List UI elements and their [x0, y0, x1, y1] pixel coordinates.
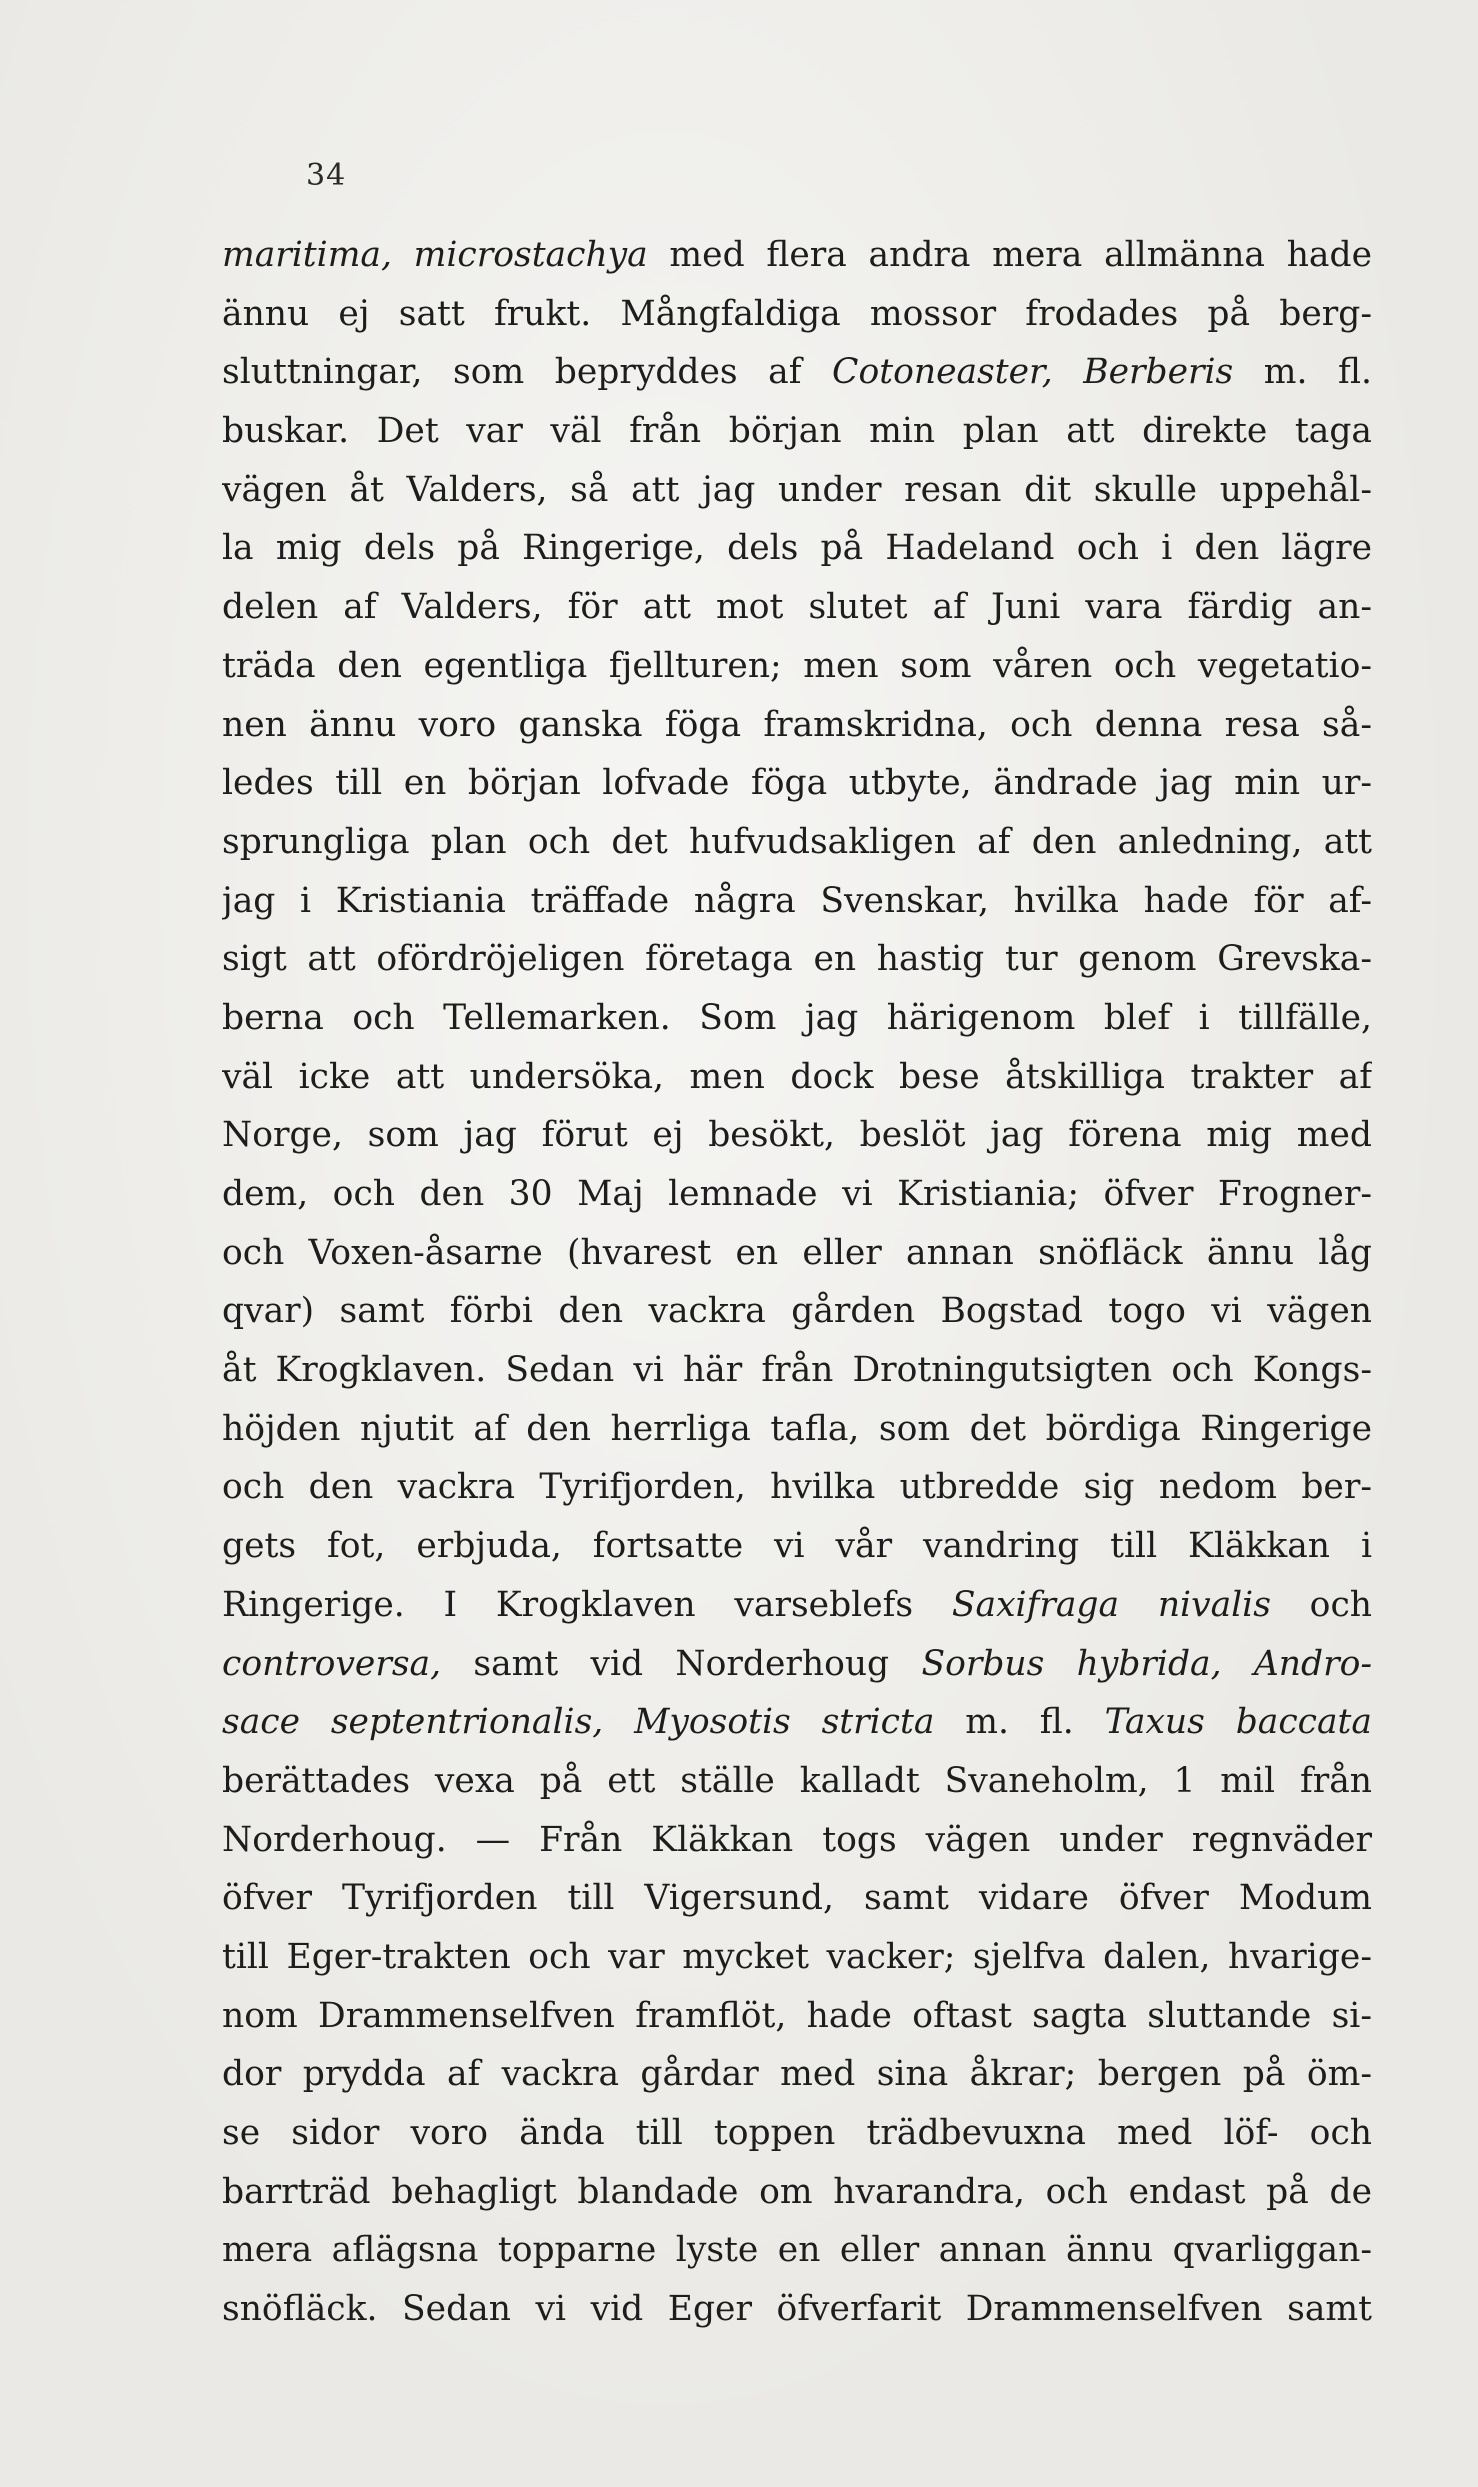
text-segment: sprungliga plan och det hufvudsakligen af den anledning, att: [222, 821, 1372, 862]
body-text: [222, 226, 1372, 2339]
text-segment: nen ännu voro ganska föga framskridna, och denna resa så-: [222, 704, 1372, 745]
text-line: [222, 1165, 1372, 1224]
text-line: [222, 754, 1372, 813]
text-segment: med flera andra mera allmänna hade: [647, 235, 1372, 275]
text-segment: sigt att ofördröjeligen företaga en hastig tur genom Grevska-: [222, 939, 1372, 980]
text-segment: höjden njutit af den herrliga tafla, som det bördiga Ringerige: [222, 1408, 1372, 1449]
text-line: [222, 1752, 1372, 1811]
text-segment: m. fl.: [1233, 352, 1372, 393]
text-line: [222, 343, 1372, 402]
text-line: [222, 1400, 1372, 1459]
text-segment: åt Krogklaven. Sedan vi här från Drotningutsigten och Kongs-: [222, 1350, 1372, 1391]
italic-text: Cotoneaster, Berberis: [832, 352, 1234, 393]
text-segment: till Eger-trakten och var mycket vacker; sjelfva dalen, hvarige-: [222, 1936, 1372, 1977]
text-line: [222, 1282, 1372, 1341]
text-line: [222, 2163, 1372, 2222]
text-segment: se sidor voro ända till toppen trädbevuxna med löf- och: [222, 2113, 1372, 2153]
text-segment: vägen åt Valders, så att jag under resan dit skulle uppehål-: [222, 469, 1372, 510]
text-segment: jag i Kristiania träffade några Svenskar, hvilka hade för af-: [222, 880, 1372, 921]
text-line: [222, 930, 1372, 989]
text-segment: väl icke att undersöka, men dock bese åtskilliga trakter af: [222, 1056, 1372, 1097]
text-line: [222, 285, 1372, 344]
text-segment: dem, och den 30 Maj lemnade vi Kristiania; öfver Frogner-: [222, 1174, 1372, 1214]
text-line: [222, 1869, 1372, 1928]
text-segment: samt vid Norderhoug: [441, 1643, 922, 1684]
text-line: [222, 226, 1372, 285]
text-segment: gets fot, erbjuda, fortsatte vi vår vandring till Kläkkan i: [222, 1526, 1372, 1567]
text-segment: snöfläck. Sedan vi vid Eger öfverfarit Drammenselfven samt: [222, 2289, 1372, 2330]
text-segment: dor prydda af vackra gårdar med sina åkrar; bergen på öm-: [222, 2054, 1372, 2095]
text-segment: Norge, som jag förut ej besökt, beslöt jag förena mig med: [222, 1115, 1372, 1156]
text-segment: nom Drammenselfven framflöt, hade oftast sagta sluttande si-: [222, 1995, 1372, 2036]
text-segment: ännu ej satt frukt. Mångfaldiga mossor frodades på berg-: [222, 293, 1372, 334]
text-segment: ledes till en början lofvade föga utbyte, ändrade jag min ur-: [222, 763, 1372, 804]
text-segment: berna och Tellemarken. Som jag härigenom blef i tillfälle,: [222, 997, 1372, 1038]
text-line: [222, 1458, 1372, 1517]
page-number: 34: [306, 158, 347, 193]
text-segment: träda den egentliga fjellturen; men som våren och vegetatio-: [222, 645, 1372, 686]
italic-text: controversa,: [222, 1643, 442, 1684]
text-line: [222, 872, 1372, 931]
text-line: [222, 2221, 1372, 2280]
text-line: [222, 402, 1372, 461]
text-segment: barrträd behagligt blandade om hvarandra, och endast på de: [222, 2171, 1372, 2212]
text-segment: öfver Tyrifjorden till Vigersund, samt vidare öfver Modum: [222, 1878, 1372, 1919]
text-segment: berättades vexa på ett ställe kalladt Svaneholm, 1 mil från: [222, 1760, 1372, 1801]
text-segment: och den vackra Tyrifjorden, hvilka utbredde sig nedom ber-: [222, 1467, 1372, 1508]
text-line: [222, 578, 1372, 637]
text-line: [222, 1928, 1372, 1987]
text-line: [222, 2104, 1372, 2163]
text-segment: mera aflägsna topparne lyste en eller annan ännu qvarliggan-: [222, 2230, 1372, 2271]
text-segment: qvar) samt förbi den vackra gården Bogstad togo vi vägen: [222, 1291, 1372, 1332]
text-line: [222, 1224, 1372, 1283]
text-segment: sluttningar, som bepryddes af: [222, 352, 833, 393]
text-line: [222, 1811, 1372, 1870]
text-line: [222, 696, 1372, 755]
text-segment: Norderhoug. — Från Kläkkan togs vägen under regnväder: [222, 1819, 1372, 1860]
text-segment: och Voxen-åsarne (hvarest en eller annan snöfläck ännu låg: [222, 1232, 1372, 1273]
text-line: [222, 1341, 1372, 1400]
text-line: [222, 1576, 1372, 1635]
text-line: [222, 1517, 1372, 1576]
text-line: [222, 1693, 1372, 1752]
text-segment: delen af Valders, för att mot slutet af Juni vara färdig an-: [222, 587, 1372, 628]
text-line: [222, 519, 1372, 578]
text-segment: m. fl.: [934, 1702, 1105, 1743]
text-line: [222, 1987, 1372, 2046]
text-segment: Ringerige. I Krogklaven varseblefs: [222, 1584, 952, 1625]
text-line: [222, 2045, 1372, 2104]
italic-text: Saxifraga nivalis: [951, 1584, 1271, 1625]
text-segment: buskar. Det var väl från början min plan att direkte taga: [222, 411, 1372, 452]
text-line: [222, 1106, 1372, 1165]
text-line: [222, 1048, 1372, 1107]
italic-text: maritima, microstachya: [222, 235, 648, 275]
text-line: [222, 637, 1372, 696]
text-line: [222, 2280, 1372, 2339]
italic-text: Sorbus hybrida, Andro-: [921, 1643, 1372, 1684]
text-line: [222, 813, 1372, 872]
italic-text: sace septentrionalis, Myosotis stricta: [222, 1702, 935, 1743]
text-line: [222, 1635, 1372, 1694]
text-segment: la mig dels på Ringerige, dels på Hadeland och i den lägre: [222, 528, 1372, 569]
text-line: [222, 989, 1372, 1048]
text-line: [222, 461, 1372, 520]
italic-text: Taxus baccata: [1104, 1702, 1372, 1743]
text-segment: och: [1270, 1584, 1372, 1625]
